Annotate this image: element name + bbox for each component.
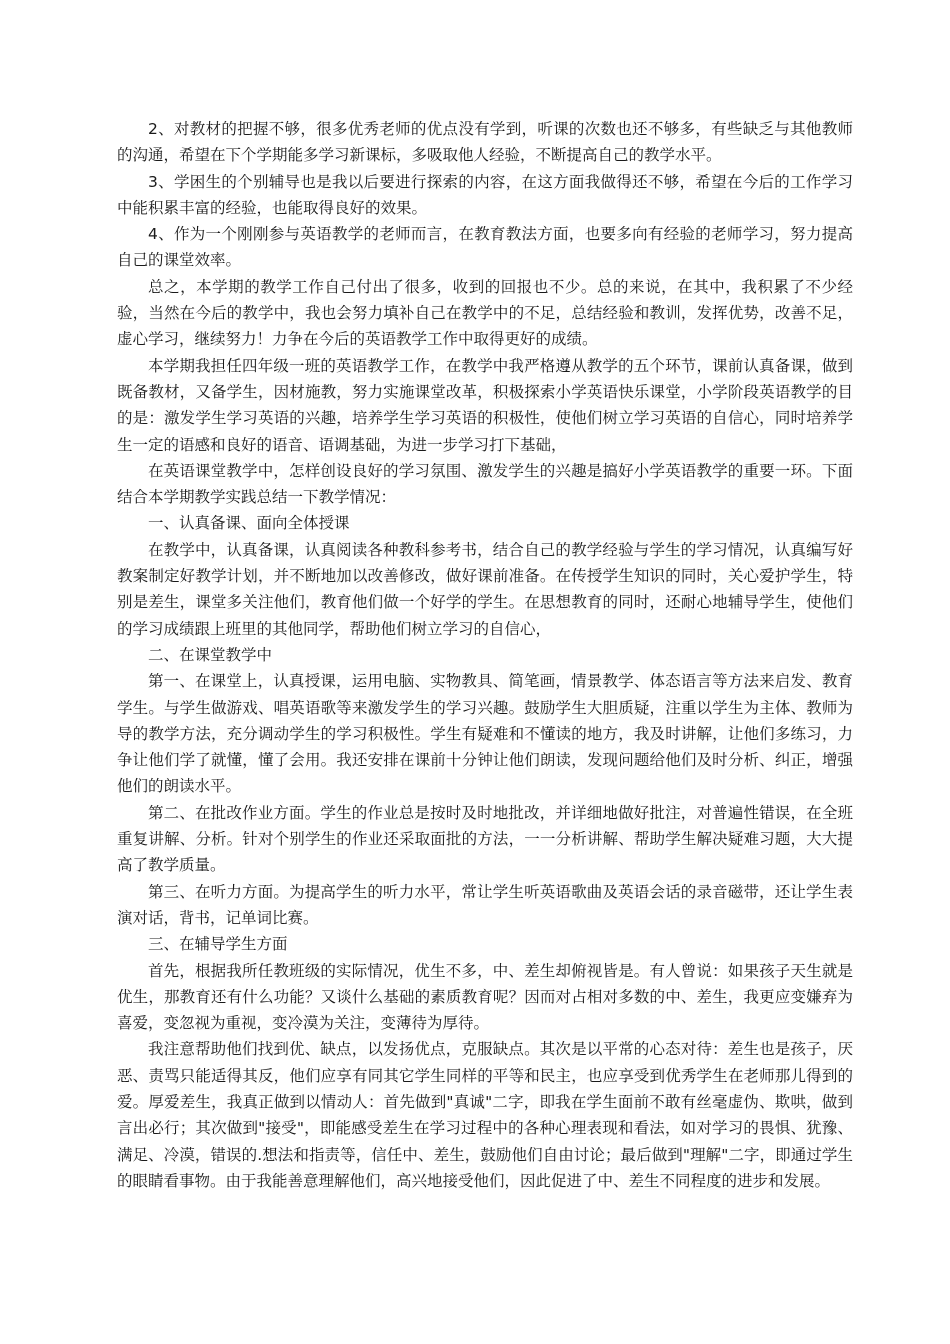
section-heading-3: 三、在辅导学生方面	[148, 935, 288, 954]
paragraph-8: 第一、在课堂上，认真授课，运用电脑、实物教具、简笔画，情景教学、体态语言等方法来启发、教育学生。与学生做游戏、唱英语歌等来激发学生的学习兴趣。鼓励学生大胆质疑，注重以学生为主体、教师为导的教学方法，充分调动学生的学习积极性。学生有疑难和不懂读的地方，我及时讲解，让他们多练习，力争让他们学了就懂，懂了会用。我还安排在课前十分钟让他们朗读，发现问题给他们及时分析、纠正，增强他们的朗读水平。	[117, 672, 853, 796]
section-heading-1: 一、认真备课、面向全体授课	[148, 514, 350, 533]
paragraph-7: 在教学中，认真备课，认真阅读各种教科参考书，结合自己的教学经验与学生的学习情况，认真编写好教案制定好教学计划，并不断地加以改善修改，做好课前准备。在传授学生知识的同时，关心爱护学生，特别是差生，课堂多关注他们，教育他们做一个好学的学生。在思想教育的同时，还耐心地辅导学生，使他们的学习成绩跟上班里的其他同学，帮助他们树立学习的自信心，	[117, 540, 853, 638]
paragraph-10: 第三、在听力方面。为提高学生的听力水平，常让学生听英语歌曲及英语会话的录音磁带，还让学生表演对话，背书，记单词比赛。	[117, 882, 853, 927]
paragraph-9: 第二、在批改作业方面。学生的作业总是按时及时地批改，并详细地做好批注，对普遍性错误，在全班重复讲解、分析。针对个别学生的作业还采取面批的方法，一一分析讲解、帮助学生解决疑难习题，大大提高了教学质量。	[117, 803, 853, 875]
section-heading-2: 二、在课堂教学中	[148, 645, 273, 664]
document-body	[117, 116, 853, 1194]
paragraph-3: 4、作为一个刚刚参与英语教学的老师而言，在教育教法方面，也要多向有经验的老师学习，努力提高自己的课堂效率。	[117, 225, 853, 270]
paragraph-5: 本学期我担任四年级一班的英语教学工作，在教学中我严格遵从教学的五个环节，课前认真备课，做到既备教材，又备学生，因材施教，努力实施课堂改革，积极探索小学英语快乐课堂，小学阶段英语教学的目的是：激发学生学习英语的兴趣，培养学生学习英语的积极性，使他们树立学习英语的自信心，同时培养学生一定的语感和良好的语音、语调基础，为进一步学习打下基础，	[117, 356, 853, 454]
paragraph-1: 2、对教材的把握不够，很多优秀老师的优点没有学到，听课的次数也还不够多，有些缺乏与其他教师的沟通，希望在下个学期能多学习新课标，多吸取他人经验，不断提高自己的教学水平。	[117, 120, 853, 165]
paragraph-2: 3、学困生的个别辅导也是我以后要进行探索的内容，在这方面我做得还不够，希望在今后的工作学习中能积累丰富的经验，也能取得良好的效果。	[117, 172, 853, 217]
paragraph-4: 总之，本学期的教学工作自己付出了很多，收到的回报也不少。总的来说，在其中，我积累了不少经验，当然在今后的教学中，我也会努力填补自己在教学中的不足，总结经验和教训，发挥优势，改善不足，虚心学习，继续努力！力争在今后的英语教学工作中取得更好的成绩。	[117, 277, 853, 349]
paragraph-11: 首先，根据我所任教班级的实际情况，优生不多，中、差生却俯视皆是。有人曾说：如果孩子天生就是优生，那教育还有什么功能？又谈什么基础的素质教育呢？因而对占相对多数的中、差生，我更应变嫌弃为喜爱，变忽视为重视，变冷漠为关注，变薄待为厚待。	[117, 961, 853, 1033]
paragraph-6: 在英语课堂教学中，怎样创设良好的学习氛围、激发学生的兴趣是搞好小学英语教学的重要一环。下面结合本学期教学实践总结一下教学情况：	[117, 461, 853, 507]
paragraph-12: 我注意帮助他们找到优、缺点，以发扬优点，克服缺点。其次是以平常的心态对待：差生也是孩子，厌恶、责骂只能适得其反，他们应享有同其它学生同样的平等和民主，也应享受到优秀学生在老师那儿得到的爱。厚爱差生，我真正做到以情动人：首先做到"真诚"二字，即我在学生面前不敢有丝毫虚伪、欺哄，做到言出必行；其次做到"接受"，即能感受差生在学习过程中的各种心理表现和看法，如对学习的畏惧、犹豫、满足、冷漠，错误的.想法和指责等，信任中、差生，鼓励他们自由讨论；最后做到"理解"二字，即通过学生的眼睛看事物。由于我能善意理解他们，高兴地接受他们，因此促进了中、差生不同程度的进步和发展。	[117, 1040, 853, 1190]
